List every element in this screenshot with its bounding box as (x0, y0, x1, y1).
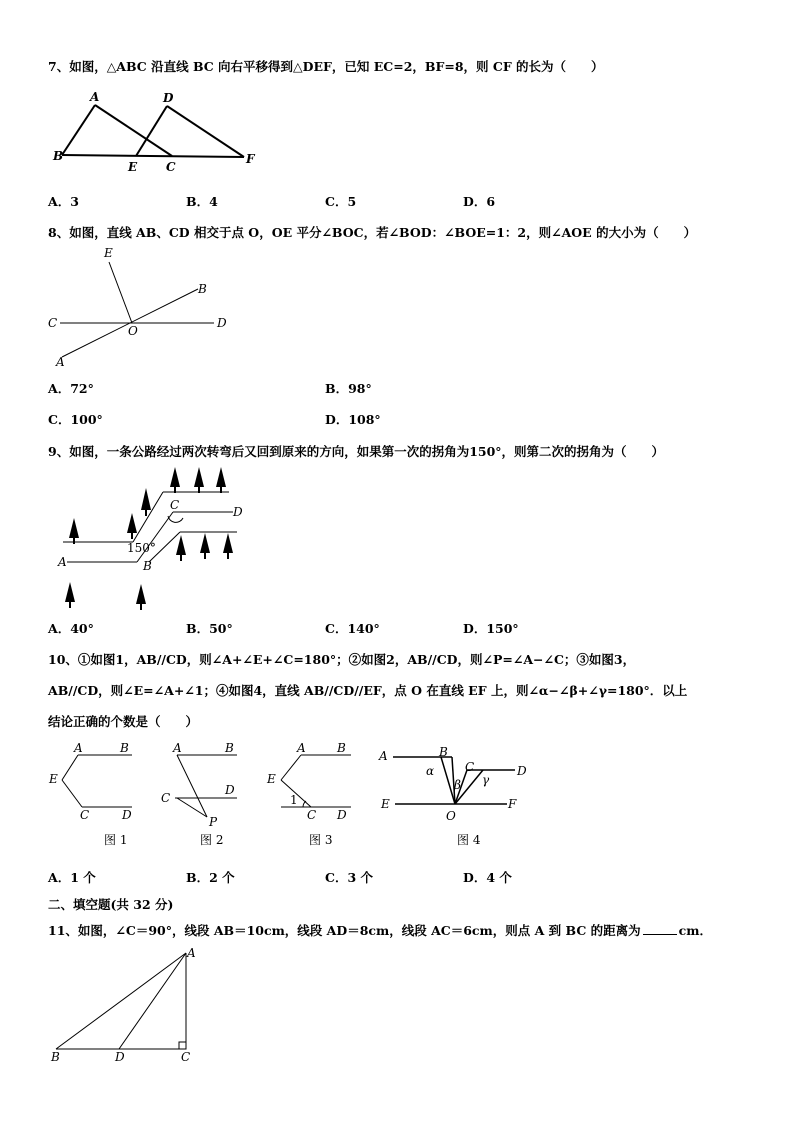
fig4-label-O: O (446, 809, 456, 823)
q8-option-c[interactable]: C．100° (48, 412, 103, 427)
fig4-label-D: D (517, 764, 527, 778)
fig3-label-D: D (337, 808, 347, 822)
q8-label-D: D (217, 316, 227, 330)
q9-text: 9、如图，一条公路经过两次转弯后又回到原来的方向，如果第一次的拐角为150°，则第二次的拐角为（ ） (48, 444, 665, 459)
q11-text (48, 921, 712, 939)
q8-label-O: O (128, 324, 138, 338)
fig1-label-B: B (120, 741, 129, 755)
fig4-label-E: E (381, 797, 390, 811)
fig3-label-E: E (267, 772, 276, 786)
fig4-label-F: F (508, 797, 517, 811)
q10-line2: AB//CD，则∠E=∠A+∠1；④如图4，直线 AB//CD//EF，点 O 在直线 EF 上，则∠α−∠β+∠γ=180°．以上 (48, 683, 688, 698)
q11-text-after: cm． (678, 923, 712, 938)
q10-line3: 结论正确的个数是（ ） (48, 714, 199, 729)
q7-option-a[interactable]: A．3 (48, 194, 79, 209)
fig2-label-P: P (209, 815, 218, 829)
fig1-label-D: D (122, 808, 132, 822)
q8-label-C: C (48, 316, 58, 330)
fig2-label-B: B (225, 741, 234, 755)
fig1-label-E: E (49, 772, 58, 786)
q9-label-C: C (170, 498, 180, 512)
section-title: 二、填空题(共 32 分) (48, 897, 174, 912)
fig4-label-alpha: α (426, 764, 435, 778)
q11-figure (48, 945, 228, 1070)
q9-label-A: A (58, 555, 67, 569)
fig1-caption: 图 1 (104, 833, 128, 847)
q7-label-F: F (246, 152, 255, 166)
q7-label-D: D (163, 91, 174, 105)
q10-option-c[interactable]: C．3 个 (325, 870, 373, 885)
q7-figure (48, 85, 308, 185)
q9-option-a[interactable]: A．40° (48, 621, 94, 636)
q9-angle-150: 150° (127, 541, 156, 555)
q7-label-E: E (128, 160, 138, 174)
q11-label-B: B (51, 1050, 60, 1064)
q9-option-c[interactable]: C．140° (325, 621, 380, 636)
fig4-label-beta: β (454, 778, 461, 792)
q8-label-B: B (198, 282, 207, 296)
q10-line1: 10、①如图1，AB//CD，则∠A+∠E+∠C=180°；②如图2，AB//CD，则∠P=∠A−∠C；③如图3， (48, 652, 636, 667)
fig2-label-D: D (225, 783, 235, 797)
q10-option-b[interactable]: B．2 个 (186, 870, 235, 885)
q8-option-d[interactable]: D．108° (325, 412, 381, 427)
fig1-label-A: A (74, 741, 83, 755)
fig2-label-A: A (173, 741, 182, 755)
fig3-label-B: B (337, 741, 346, 755)
q9-option-b[interactable]: B．50° (186, 621, 233, 636)
fig4-label-B: B (439, 745, 448, 759)
q7-text: 7、如图，△ABC 沿直线 BC 向右平移得到△DEF，已知 EC=2，BF=8，则 CF 的长为（ ） (48, 59, 604, 74)
q8-label-E: E (104, 246, 113, 260)
fig4-label-C: C (465, 760, 475, 774)
q9-option-d[interactable]: D．150° (463, 621, 519, 636)
fig3-label-C: C (307, 808, 317, 822)
q7-option-d[interactable]: D．6 (463, 194, 496, 209)
fig4-caption: 图 4 (457, 833, 481, 847)
q11-answer-blank[interactable] (643, 922, 677, 935)
q11-label-D: D (115, 1050, 125, 1064)
q11-label-C: C (181, 1050, 191, 1064)
fig3-label-A: A (297, 741, 306, 755)
q8-option-a[interactable]: A．72° (48, 381, 94, 396)
q10-option-a[interactable]: A．1 个 (48, 870, 96, 885)
fig4-label-gamma: γ (482, 773, 490, 787)
q11-text-before: 11、如图，∠C＝90°，线段 AB＝10cm，线段 AD＝8cm，线段 AC＝6cm，则点 A 到 BC 的距离为 (48, 923, 641, 938)
q10-figure-1 (48, 740, 158, 850)
q7-option-c[interactable]: C．5 (325, 194, 357, 209)
q11-label-A: A (187, 946, 196, 960)
q9-figure (55, 460, 265, 610)
q8-figure (48, 245, 248, 370)
fig1-label-C: C (80, 808, 90, 822)
fig2-label-C: C (161, 791, 171, 805)
q9-label-B: B (143, 559, 152, 573)
q7-option-b[interactable]: B．4 (186, 194, 218, 209)
q8-option-b[interactable]: B．98° (325, 381, 372, 396)
q9-label-D: D (233, 505, 243, 519)
q9-trees (65, 467, 233, 610)
q8-text: 8、如图，直线 AB、CD 相交于点 O，OE 平分∠BOC，若∠BOD：∠BOE=1：2，则∠AOE 的大小为（ ） (48, 225, 697, 240)
fig2-caption: 图 2 (200, 833, 224, 847)
q7-label-B: B (53, 149, 64, 163)
fig3-caption: 图 3 (309, 833, 333, 847)
q8-label-A: A (56, 355, 65, 369)
q7-label-A: A (90, 90, 100, 104)
fig4-label-A: A (379, 749, 388, 763)
q10-figure-4 (375, 740, 555, 850)
fig3-label-1: 1 (290, 793, 298, 807)
q10-option-d[interactable]: D．4 个 (463, 870, 512, 885)
q10-figure-3 (265, 740, 375, 850)
q10-figure-2 (155, 740, 265, 850)
q7-label-C: C (166, 160, 176, 174)
